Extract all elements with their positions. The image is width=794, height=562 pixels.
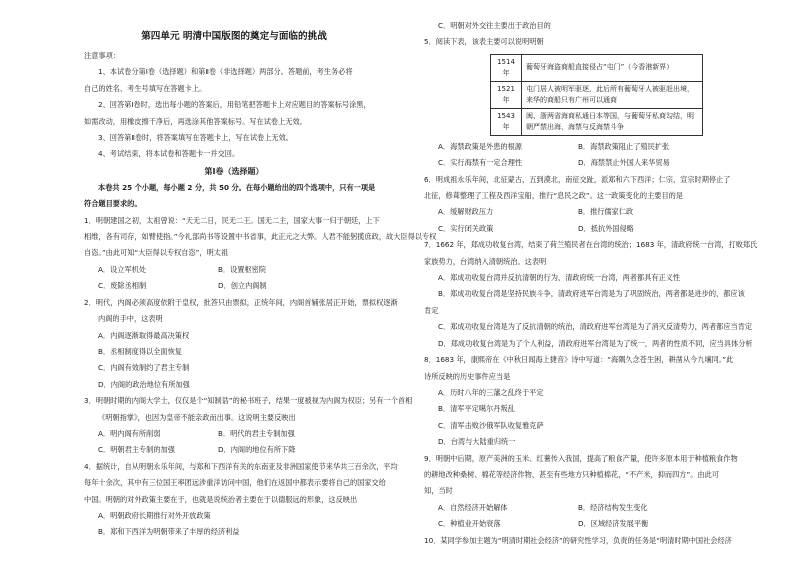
option-d[interactable]: D．海禁禁止外国人来华贸易 [578, 158, 670, 168]
option-b[interactable]: B．海禁政策阻止了殖民扩张 [578, 141, 670, 151]
question-10-stem: 10．某同学参加主题为“明清时期社会经济”的研究性学习，负责的任务是“明清时期中国社会经济 [424, 535, 732, 545]
right-column [424, 18, 758, 549]
option-d[interactable]: D．创立内阁制 [218, 281, 267, 291]
option-b[interactable]: B．郑和下西洋为明朝带来了丰厚的经济利益 [98, 527, 240, 537]
table-cell-text: 屯门居人被明军驱逐，此后所有葡萄牙人被驱赶出境，来华的商船只有广州可以通商 [522, 81, 703, 108]
notes-item: 3、回答第Ⅱ卷时，将答案填写在答题卡上，写在试卷上无效。 [98, 133, 293, 143]
table-cell-year: 1543 年 [491, 108, 522, 135]
question-7-stem: 7．1662 年，郑成功收复台湾，结束了荷兰殖民者在台湾的统治；1683 年，清政府统一台湾，打败郑氏 [424, 240, 758, 250]
question-5-table [490, 54, 703, 136]
question-9-options-row [424, 516, 744, 532]
question-7-stem: 家族势力，台湾纳入清朝统治。这表明 [424, 256, 547, 266]
question-1-options-row [84, 262, 384, 278]
option-a[interactable]: A．海禁政策是外患的根源 [438, 141, 522, 151]
option-b[interactable]: B．推行儒家仁政 [578, 207, 634, 217]
question-5-options-row [424, 155, 744, 171]
option-c[interactable]: C．郑成功收复台湾是为了反抗清朝的统治，清政府进军台湾是为了消灭反清势力，两者都应当肯定 [438, 322, 753, 332]
option-d[interactable]: D．内阁的地位有所下降 [218, 445, 296, 455]
question-6-options-row [424, 221, 744, 237]
question-8-stem: 诗所反映的历史事件应当是 [424, 371, 511, 381]
notes-item: 1、本试卷分第Ⅰ卷（选择题）和第Ⅱ卷（非选择题）两部分。答题前，考生务必将 [98, 67, 353, 77]
section-instructions: 本卷共 25 个小题，每小题 2 分，共 50 分。在每小题给出的四个选项中，只有一项是 [98, 182, 376, 192]
question-3-stem: 《明朝指掌》，也因为皇帝不能亲政而出事。这说明主要反映出 [98, 412, 296, 422]
question-2-stem: 2．明代，内阁必须高度依附于皇权，批答只由票拟，正统年间，内阁首辅张居正开始，票拟权逐渐 [84, 297, 398, 307]
option-c[interactable]: C．清军击败沙俄军队收复雅克萨 [438, 420, 544, 430]
option-c[interactable]: C．种植业开始衰落 [438, 519, 501, 529]
option-b[interactable]: B．清军平定噶尔丹叛乱 [438, 404, 515, 414]
table-cell-year: 1514 年 [491, 54, 522, 81]
section-title: 第Ⅰ卷（选择题） [204, 166, 264, 176]
notes-item: 自己的姓名、考生号填写在答题卡上。 [84, 83, 207, 93]
option-c[interactable]: C．内阁有效制约了君主专制 [98, 363, 190, 373]
option-b[interactable]: B．丞相制度得以全面恢复 [98, 346, 182, 356]
question-8-stem: 8．1683 年，康熙帝在《中秋日闻海上捷音》诗中写道：“海隅久念苍生困，耕凿从今九壤同。”此 [424, 355, 734, 365]
question-4-stem: 4．据统计，自从明朝永乐年间，与郑和下西洋有关的东南亚及非洲国家使节来华共三百余次，平均 [84, 461, 398, 471]
question-2-stem: 内阁的手中，这表明 [98, 314, 163, 324]
option-c[interactable]: C．明朝君主专制的加强 [98, 445, 175, 455]
option-d[interactable]: D．郑成功收复台湾是为了个人利益，清政府进军台湾是为了统一，两者的性质不同，应当具体分析 [438, 338, 753, 348]
option-a[interactable]: A．明内阁有所削弱 [98, 428, 161, 438]
page-title: 第四单元 明清中国版图的奠定与面临的挑战 [141, 31, 327, 42]
option-a[interactable]: A．历时八年的三藩之乱终于平定 [438, 387, 544, 397]
question-1-stem: 1．明朝建国之初，太祖曾说：“天无二日，民无二王。国无二主，国家大事一归于朝廷，上下 [84, 215, 380, 225]
option-a[interactable]: A．自然经济开始解体 [438, 502, 508, 512]
option-b[interactable]: B．经济结构发生变化 [578, 502, 648, 512]
option-b-continued: 肯定 [424, 305, 439, 315]
notes-item: 如需改动，用橡皮擦干净后，再选涂其他答案标号。写在试卷上无效。 [84, 116, 307, 126]
option-c[interactable]: C．明朝对外交往主要出于政治目的 [438, 21, 551, 30]
question-9-stem: 的耕地改种桑树、棉花等经济作物，甚至有些地方只种植棉花，“不产米，抑而四方”。由此可 [424, 469, 719, 479]
question-4-stem: 每年十余次，其中有三位国王率团远涉重洋访问中国，他们在返国中都表示要将自己的国家交给 [84, 478, 386, 488]
section-instructions: 符合题目要求的。 [84, 199, 142, 209]
table-row [491, 81, 703, 108]
question-3-options-row [84, 442, 384, 458]
question-4-stem: 中国。明朝的对外政策主要在于，也就是说统治者主要在于以德服远的形象，这反映出 [84, 494, 358, 504]
question-9-options-row [424, 500, 744, 516]
question-1-stem: 自恣。”由此可知“大臣得以专权自恣”，明太祖 [84, 248, 229, 258]
option-b[interactable]: B．郑成功收复台湾是坚持民族斗争，清政府进军台湾是为了巩固统治，两者都是进步的，都应该 [438, 289, 745, 299]
option-c[interactable]: C．实行闭关政策 [438, 223, 494, 233]
option-b[interactable]: B．明代的君主专制加强 [218, 428, 295, 438]
table-cell-year: 1521 年 [491, 81, 522, 108]
question-1-options-row [84, 278, 384, 294]
question-9-stem: 9．明朝中后期，原产美洲的玉米、红薯传入我国，提高了粮食产量，使许多原本用于种植粮食作物 [424, 453, 738, 463]
notes-item: 2、回答第Ⅰ卷时，选出每小题的答案后，用铅笔把答题卡上对应题目的答案标号涂黑， [98, 100, 371, 110]
table-row [491, 54, 703, 81]
option-a[interactable]: A．郑成功收复台湾并反抗清朝的行为，清政府统一台湾，两者都具有正义性 [438, 273, 681, 283]
notes-heading: 注意事项： [84, 51, 120, 60]
question-3-stem: 3．明朝时期的内阁大学士，仅仅是个“知制诰”的秘书班子，结果一度被视为内阁为权臣；另有一个首相 [84, 396, 413, 406]
table-row [491, 108, 703, 135]
question-6-stem: 北征，修葺整理了工程及西洋宝船，推行“息民之政”。这一政策变化的主要目的是 [424, 191, 684, 201]
table-cell-text: 闽、浙两省海商私通日本等国，与葡萄牙私商勾结，明朝严禁出海，海禁与反海禁斗争 [522, 108, 703, 135]
option-c[interactable]: C．废除丞相制 [98, 281, 147, 291]
option-b[interactable]: B．设置枢密院 [218, 264, 267, 274]
option-a[interactable]: A．内阁逐渐取得最高决策权 [98, 330, 190, 340]
table-cell-text: 葡萄牙海盗商船直接侵占“屯门”（今香港新界） [522, 54, 703, 81]
option-d[interactable]: D．台湾与大陆重归统一 [438, 437, 516, 447]
question-6-stem: 6．明成祖永乐年间，北征蒙古，五到漠北，南征交趾，派郑和六下西洋；仁宗、宣宗时期停止了 [424, 174, 731, 184]
option-d[interactable]: D．抵抗外国侵略 [578, 223, 634, 233]
question-9-stem: 知，当时 [424, 486, 453, 496]
option-a[interactable]: A．明朝政府长期推行对外开放政策 [98, 510, 211, 520]
option-a[interactable]: A．设立军机处 [98, 264, 147, 274]
option-a[interactable]: A．缓解财政压力 [438, 207, 494, 217]
option-d[interactable]: D．内阁的政治地位有所加强 [98, 379, 190, 389]
notes-item: 4、考试结束，将本试卷和答题卡一并交回。 [98, 149, 240, 159]
question-3-options-row [84, 426, 384, 442]
question-6-options-row [424, 204, 744, 220]
option-d[interactable]: D．区域经济发展平衡 [578, 519, 649, 529]
question-1-stem: 相维，各有司存，如臂使指。”今礼部尚书等设置中书省事，此正元之大弊。人君不能躬揽庶政，故大臣得以专权 [84, 232, 437, 242]
question-5-stem: 5．阅读下表，该表主要可以说明明朝 [424, 37, 544, 47]
question-5-options-row [424, 139, 744, 155]
option-c[interactable]: C．实行海禁有一定合理性 [438, 158, 523, 168]
